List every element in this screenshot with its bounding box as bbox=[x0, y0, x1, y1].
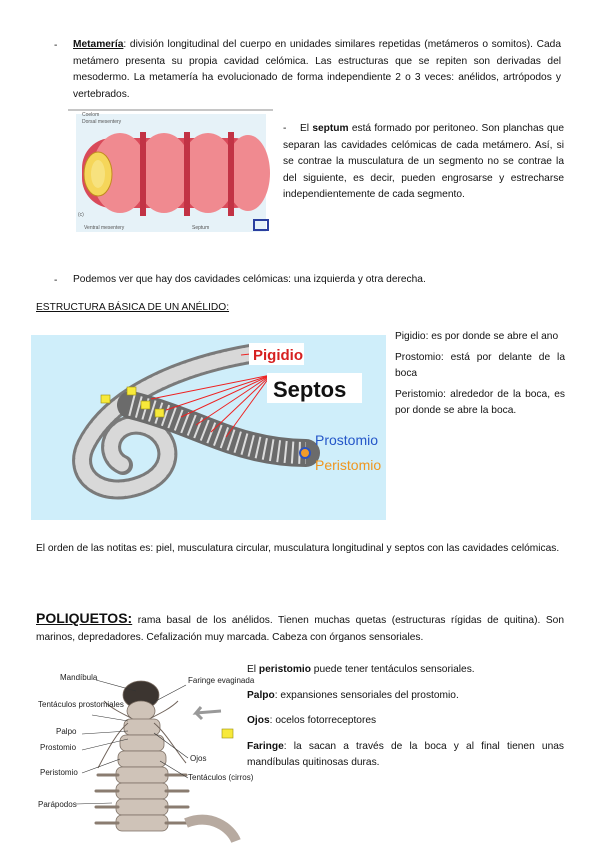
section-heading: ESTRUCTURA BÁSICA DE UN ANÉLIDO: bbox=[36, 302, 230, 313]
peristomio-desc: Peristomio: alrededor de la boca, es por donde se abre la boca. bbox=[395, 388, 565, 416]
poly-part-peristomio: El peristomio puede tener tentáculos sensoriales. bbox=[247, 664, 475, 675]
septum-pre: El bbox=[300, 123, 313, 134]
septum-label: Septum bbox=[192, 225, 210, 231]
coelom-label: Coelom bbox=[82, 112, 100, 118]
pigidio-callout: Pigidio bbox=[253, 347, 303, 364]
dorsal-mesentery-label: Dorsal mesentery bbox=[82, 119, 122, 125]
poliquetos-paragraph bbox=[36, 610, 564, 646]
prostomio-desc: Prostomio: está por delante de la boca bbox=[395, 351, 565, 379]
tentaculos-prostomiales-label: Tentáculos prostomiales bbox=[38, 700, 124, 709]
polychaete-figure bbox=[36, 663, 255, 841]
peristomio-fig-label: Peristomio bbox=[40, 768, 78, 777]
peristomio-callout: Peristomio bbox=[315, 457, 382, 473]
septum-text: está formado por peritoneo. Son planchas que separan las cavidades celómicas de cada metámero. Así, si se contrae la musculatura de un segmento no se contrae la del siguiente, es decir, pueden engrosarse y estrecharse independientemente de cada segmento. bbox=[283, 123, 564, 200]
notes-order-paragraph: El orden de las notitas es: piel, musculatura circular, musculatura longitudinal y septos con las cavidades celómicas. bbox=[36, 543, 560, 554]
septos-callout: Septos bbox=[273, 377, 347, 402]
poly-part-faringe: Faringe: la sacan a través de la boca y al final tienen unas mandíbulas quitinosas duras. bbox=[247, 740, 564, 768]
metameria-text: : división longitudinal del cuerpo en unidades similares repetidas (metámeros o somitos). Cada metámero presenta su propia cavidad celómica. Las estructuras que se repiten son derivadas del mesodermo. La metamería ha evolucionado de forma independiente 2 o 3 veces: anélidos, artrópodos y vertebrados. bbox=[73, 39, 561, 100]
poliquetos-heading: POLIQUETOS: bbox=[36, 610, 133, 626]
annelid-parts bbox=[395, 329, 565, 420]
palpo-label: Palpo bbox=[56, 727, 77, 736]
metameric-segments-figure bbox=[68, 108, 273, 238]
metameria-term: Metamería bbox=[73, 39, 124, 50]
figure-letter-label: (c) bbox=[78, 212, 84, 218]
metameria-paragraph bbox=[73, 37, 561, 103]
septum-term: septum bbox=[312, 123, 349, 134]
septum-dash: - bbox=[283, 123, 287, 134]
poliquetos-text: rama basal de los anélidos. Tienen muchas quetas (estructuras rígidas de quitina). Son marinos, depredadores. Cefalización muy marcada. Cabeza con órganos sensoriales. bbox=[36, 615, 564, 643]
ventral-mesentery-label: Ventral mesentery bbox=[84, 225, 125, 231]
cavities-bullet: Podemos ver que hay dos cavidades celómicas: una izquierda y otra derecha. bbox=[73, 274, 426, 285]
prostomio-callout: Prostomio bbox=[315, 432, 379, 448]
poly-part-ojos: Ojos: ocelos fotorreceptores bbox=[247, 715, 377, 726]
septum-paragraph bbox=[283, 121, 564, 204]
tentaculos-cirros-label: Tentáculos (cirros) bbox=[188, 773, 254, 782]
bullet-dash: - bbox=[54, 275, 58, 286]
ojos-label: Ojos bbox=[190, 754, 207, 763]
mandibula-label: Mandíbula bbox=[60, 673, 98, 682]
poly-parts bbox=[247, 662, 564, 772]
parapodos-label: Parápodos bbox=[38, 800, 77, 809]
faringe-label: Faringe evaginada bbox=[188, 676, 255, 685]
bullet-dash: - bbox=[54, 40, 58, 51]
annelid-figure bbox=[31, 335, 386, 520]
poly-part-palpo: Palpo: expansiones sensoriales del prostomio. bbox=[247, 689, 459, 701]
prostomio-fig-label: Prostomio bbox=[40, 743, 77, 752]
pigidio-desc: Pigidio: es por donde se abre el ano bbox=[395, 331, 559, 342]
